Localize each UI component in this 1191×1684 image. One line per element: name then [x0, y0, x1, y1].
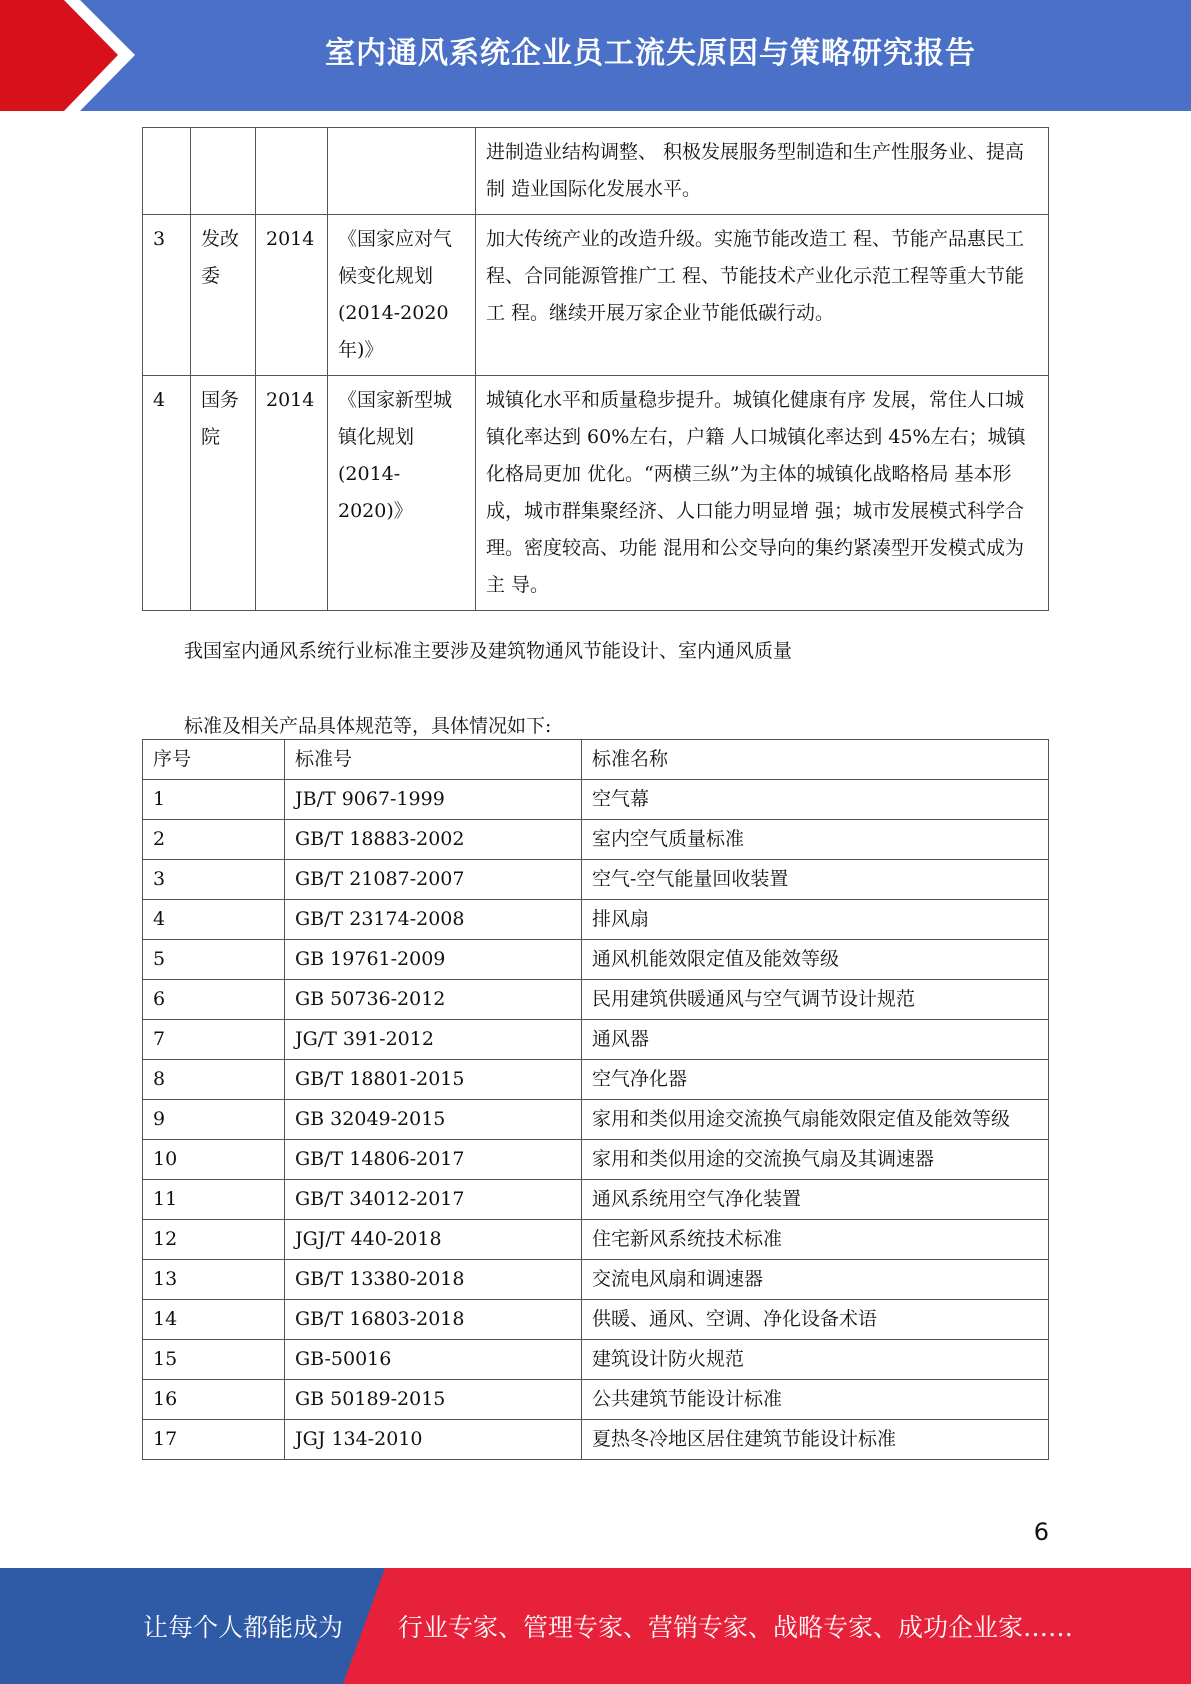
policy-dept: 国务院	[191, 376, 256, 611]
policy-no	[143, 128, 191, 215]
table-row	[143, 1100, 1049, 1140]
standard-name: 家用和类似用途交流换气扇能效限定值及能效等级	[582, 1100, 1049, 1140]
standard-index: 8	[143, 1060, 285, 1100]
policy-year: 2014	[256, 376, 328, 611]
policy-doc: 《国家新型城镇化规划(2014-2020)》	[328, 376, 476, 611]
standard-code: JGJ 134-2010	[285, 1420, 582, 1460]
standard-code: JGJ/T 440-2018	[285, 1220, 582, 1260]
table-row	[143, 1140, 1049, 1180]
page-footer	[0, 1568, 1191, 1684]
standard-index: 4	[143, 900, 285, 940]
standard-index: 11	[143, 1180, 285, 1220]
standard-index: 2	[143, 820, 285, 860]
header-arrow-decoration	[0, 0, 160, 111]
standard-code: JB/T 9067-1999	[285, 780, 582, 820]
table-header-row	[143, 740, 1049, 780]
standard-name: 室内空气质量标准	[582, 820, 1049, 860]
standard-name: 通风系统用空气净化装置	[582, 1180, 1049, 1220]
policy-no: 4	[143, 376, 191, 611]
standard-name: 住宅新风系统技术标准	[582, 1220, 1049, 1260]
table-row	[143, 980, 1049, 1020]
standard-index: 1	[143, 780, 285, 820]
standard-code: GB 19761-2009	[285, 940, 582, 980]
standard-name: 公共建筑节能设计标准	[582, 1380, 1049, 1420]
table-row	[143, 1260, 1049, 1300]
standard-code: GB/T 34012-2017	[285, 1180, 582, 1220]
table-row	[143, 1380, 1049, 1420]
standard-name: 建筑设计防火规范	[582, 1340, 1049, 1380]
policy-year: 2014	[256, 215, 328, 376]
policy-no: 3	[143, 215, 191, 376]
standard-name: 空气-空气能量回收装置	[582, 860, 1049, 900]
standard-name: 民用建筑供暖通风与空气调节设计规范	[582, 980, 1049, 1020]
table-row	[143, 1420, 1049, 1460]
standard-code: GB 50736-2012	[285, 980, 582, 1020]
standard-name: 空气净化器	[582, 1060, 1049, 1100]
standard-index: 14	[143, 1300, 285, 1340]
standard-index: 12	[143, 1220, 285, 1260]
intro-paragraph-continued: 标准及相关产品具体规范等，具体情况如下:	[184, 715, 552, 737]
policy-content: 城镇化水平和质量稳步提升。城镇化健康有序 发展，常住人口城镇化率达到 60%左右，户籍 人口城镇化率达到 45%左右；城镇化格局更加 优化。“两横三纵”为主体的城镇化战略格局 基本形成，城市群集聚经济、人口能力明显增 强；城市发展模式科学合理。密度较高、功能 混用和公交导向的集约紧凑型开发模式成为主 导。	[476, 376, 1049, 611]
policy-dept	[191, 128, 256, 215]
standard-name: 夏热冬冷地区居住建筑节能设计标准	[582, 1420, 1049, 1460]
standard-name: 家用和类似用途的交流换气扇及其调速器	[582, 1140, 1049, 1180]
standard-name: 空气幕	[582, 780, 1049, 820]
standard-index: 13	[143, 1260, 285, 1300]
standard-index: 17	[143, 1420, 285, 1460]
standard-code: GB/T 16803-2018	[285, 1300, 582, 1340]
table-row	[143, 940, 1049, 980]
standard-name: 排风扇	[582, 900, 1049, 940]
standard-name: 通风机能效限定值及能效等级	[582, 940, 1049, 980]
standards-table	[142, 739, 1049, 1460]
standard-index: 5	[143, 940, 285, 980]
table-row	[143, 1060, 1049, 1100]
standard-index: 7	[143, 1020, 285, 1060]
policy-year	[256, 128, 328, 215]
standard-code: GB/T 21087-2007	[285, 860, 582, 900]
policy-doc	[328, 128, 476, 215]
standard-index: 16	[143, 1380, 285, 1420]
table-row	[143, 860, 1049, 900]
table-row	[143, 900, 1049, 940]
standard-index: 9	[143, 1100, 285, 1140]
policy-doc: 《国家应对气候变化规划(2014-2020年)》	[328, 215, 476, 376]
standard-code: GB/T 18801-2015	[285, 1060, 582, 1100]
standard-code: GB-50016	[285, 1340, 582, 1380]
report-title: 室内通风系统企业员工流失原因与策略研究报告	[325, 36, 976, 71]
page-header	[0, 0, 1191, 111]
column-header: 序号	[143, 740, 285, 780]
standard-code: GB/T 13380-2018	[285, 1260, 582, 1300]
standard-index: 10	[143, 1140, 285, 1180]
standard-name: 交流电风扇和调速器	[582, 1260, 1049, 1300]
standard-code: GB/T 14806-2017	[285, 1140, 582, 1180]
table-row	[143, 376, 1049, 611]
standard-name: 供暖、通风、空调、净化设备术语	[582, 1300, 1049, 1340]
table-row	[143, 215, 1049, 376]
standard-index: 6	[143, 980, 285, 1020]
table-row	[143, 1180, 1049, 1220]
standard-code: JG/T 391-2012	[285, 1020, 582, 1060]
standard-code: GB/T 18883-2002	[285, 820, 582, 860]
policy-content: 进制造业结构调整、 积极发展服务型制造和生产性服务业、提高制 造业国际化发展水平。	[476, 128, 1049, 215]
intro-paragraph: 我国室内通风系统行业标准主要涉及建筑物通风节能设计、室内通风质量	[184, 640, 793, 662]
standard-code: GB/T 23174-2008	[285, 900, 582, 940]
table-row	[143, 1340, 1049, 1380]
standard-index: 3	[143, 860, 285, 900]
table-row	[143, 820, 1049, 860]
table-row	[143, 1300, 1049, 1340]
standard-code: GB 32049-2015	[285, 1100, 582, 1140]
policy-content: 加大传统产业的改造升级。实施节能改造工 程、节能产品惠民工程、合同能源管推广工 程、节能技术产业化示范工程等重大节能工 程。继续开展万家企业节能低碳行动。	[476, 215, 1049, 376]
table-row	[143, 128, 1049, 215]
table-row	[143, 1220, 1049, 1260]
column-header: 标准号	[285, 740, 582, 780]
table-row	[143, 780, 1049, 820]
standard-name: 通风器	[582, 1020, 1049, 1060]
policy-dept: 发改委	[191, 215, 256, 376]
footer-slogan-right: 行业专家、管理专家、营销专家、战略专家、成功企业家……	[398, 1613, 1074, 1642]
policy-table	[142, 127, 1049, 611]
column-header: 标准名称	[582, 740, 1049, 780]
table-row	[143, 1020, 1049, 1060]
footer-slogan-left: 让每个人都能成为	[143, 1613, 344, 1642]
standard-code: GB 50189-2015	[285, 1380, 582, 1420]
standard-index: 15	[143, 1340, 285, 1380]
page-number: 6	[1033, 1518, 1049, 1546]
